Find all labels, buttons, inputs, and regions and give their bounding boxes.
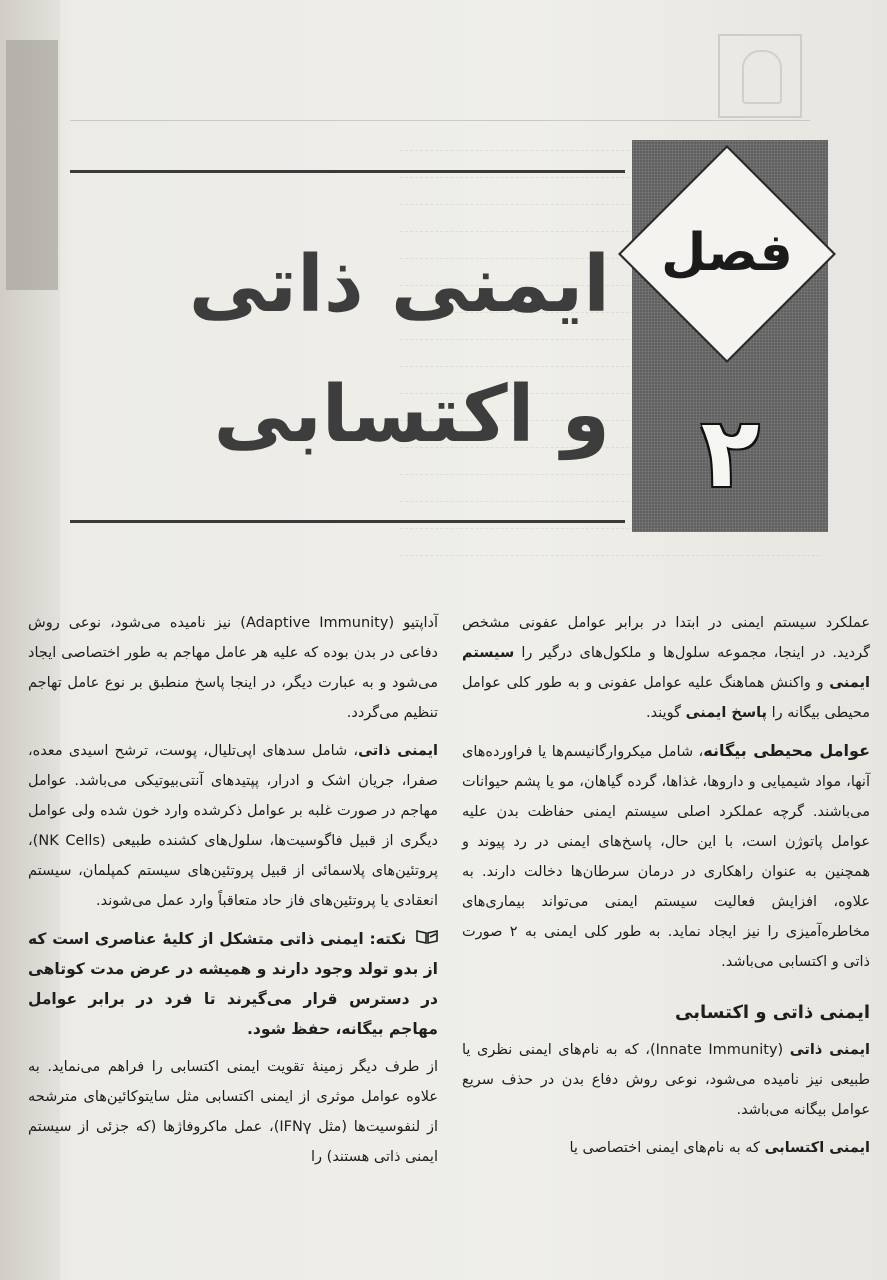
term-immune-system: سیستم ایمنی	[462, 645, 870, 691]
paragraph-foreign-agents	[462, 736, 870, 977]
note-box	[28, 924, 438, 1044]
text-run: گویند.	[645, 705, 686, 721]
chapter-number: ۲	[700, 397, 760, 509]
note-label: نکته:	[369, 930, 407, 948]
bleed-through-logo	[718, 34, 802, 118]
term-innate-immunity: ایمنی ذاتی	[789, 1042, 870, 1058]
bleed-through-header-rule	[70, 120, 810, 121]
chapter-label: فصل	[661, 223, 793, 283]
left-text-column	[28, 608, 438, 1180]
section-heading: ایمنی ذاتی و اکتسابی	[675, 1002, 870, 1023]
chapter-tab-marker	[6, 40, 58, 290]
title-rule-top	[70, 170, 625, 173]
chapter-title-line-1: ایمنی ذاتی	[188, 240, 610, 330]
text-run: و واکنش هماهنگ علیه عوامل عفونی و به طور کلی عوامل محیطی بیگانه را	[462, 675, 870, 721]
title-rule-bottom	[70, 520, 625, 523]
term-immune-response: پاسخ ایمنی	[685, 705, 767, 721]
paragraph-adaptive-immunity-start	[462, 1133, 870, 1163]
text-run: ، شامل سدهای اپی‌تلیال، پوست، ترشح اسیدی معده، صفرا، جریان اشک و ادرار، پپتیدهای آنتی‌بیوتیکی می‌باشد. عوامل مهاجم در صورت غلبه بر عوامل ذکرشده وارد خون شده ولی عوامل دیگری از قبیل فاگوسیت‌ها، سلول‌های کشنده طبیعی (NK Cells)، پروتئین‌های پلاسمائی از قبیل پروتئین‌های سیستم کمپلمان، سیستم انعقادی یا پروتئین‌های فاز حاد متعاقباً وارد عمل می‌شوند.	[28, 743, 438, 909]
text-run: عملکرد سیستم ایمنی در ابتدا در برابر عوامل عفونی مشخص گردید. در اینجا، مجموعه سلول‌ها و ملکول‌های درگیر را	[462, 615, 870, 661]
paragraph-innate-barriers	[28, 736, 438, 916]
book-pen-icon	[410, 930, 438, 948]
note-text: ایمنی ذاتی متشکل از کلیهٔ عناصری است که از بدو تولد وجود دارند و همیشه در عرض مدت کوتاهی در دسترس قرار می‌گیرند تا فرد در برابر عوامل مهاجم بیگانه، حفظ شود.	[28, 930, 438, 1038]
right-text-column	[462, 608, 870, 1171]
text-run: ، شامل میکروارگانیسم‌ها یا فراورده‌های آنها، مواد شیمیایی و داروها، غذاها، گرده گیاهان، مو یا پشم حیوانات می‌باشند. گرچه عملکرد اصلی سیستم ایمنی حفاظت بدن علیه عوامل پاتوژن است، با این حال، پاسخ‌های ایمنی در رد پیوند و همچنین به عنوان راهکاری در درمان سرطان‌ها دخالت دارند. به علاوه، افزایش فعالیت سیستم ایمنی می‌تواند بیماری‌های مخاطره‌آمیزی را نیز ایجاد نماید. به طور کلی ایمنی به ۲ صورت ذاتی و اکتسابی می‌باشد.	[462, 744, 870, 970]
chapter-title-line-2: و اکتسابی	[213, 370, 610, 460]
text-run: (Innate Immunity)، که به نام‌های ایمنی نظری یا طبیعی نیز نامیده می‌شود، نوعی روش دفاع بدن در حذف سریع عوامل بیگانه می‌باشد.	[462, 1042, 870, 1118]
paragraph-adaptive-boost: از طرف دیگر زمینهٔ تقویت ایمنی اکتسابی را فراهم می‌نماید. به علاوه عوامل موثری از ایمنی اکتسابی مثل سایتوکائین‌های مترشحه از لنفوسیت‌ها (مثل IFNγ)، عمل ماکروفاژها (که جزئی از سیستم ایمنی ذاتی هستند) را	[28, 1059, 438, 1165]
term-adaptive-immunity: ایمنی اکتسابی	[764, 1140, 870, 1156]
term-foreign-agents: عوامل محیطی بیگانه	[703, 741, 871, 760]
text-run: که به نام‌های ایمنی اختصاصی یا	[569, 1140, 765, 1156]
paragraph-immune-system	[462, 608, 870, 728]
paragraph-innate-immunity	[462, 1035, 870, 1125]
paragraph-adaptive-immunity: آداپتیو (Adaptive Immunity) نیز نامیده می‌شود، نوعی روش دفاعی در بدن بوده که علیه هر عامل مهاجم به طور اختصاصی ایجاد می‌شود و به عبارت دیگر، در اینجا پاسخ منطبق بر نوع عامل تهاجم تنظیم می‌گردد.	[28, 615, 438, 721]
term-innate-immunity: ایمنی ذاتی	[358, 743, 438, 759]
